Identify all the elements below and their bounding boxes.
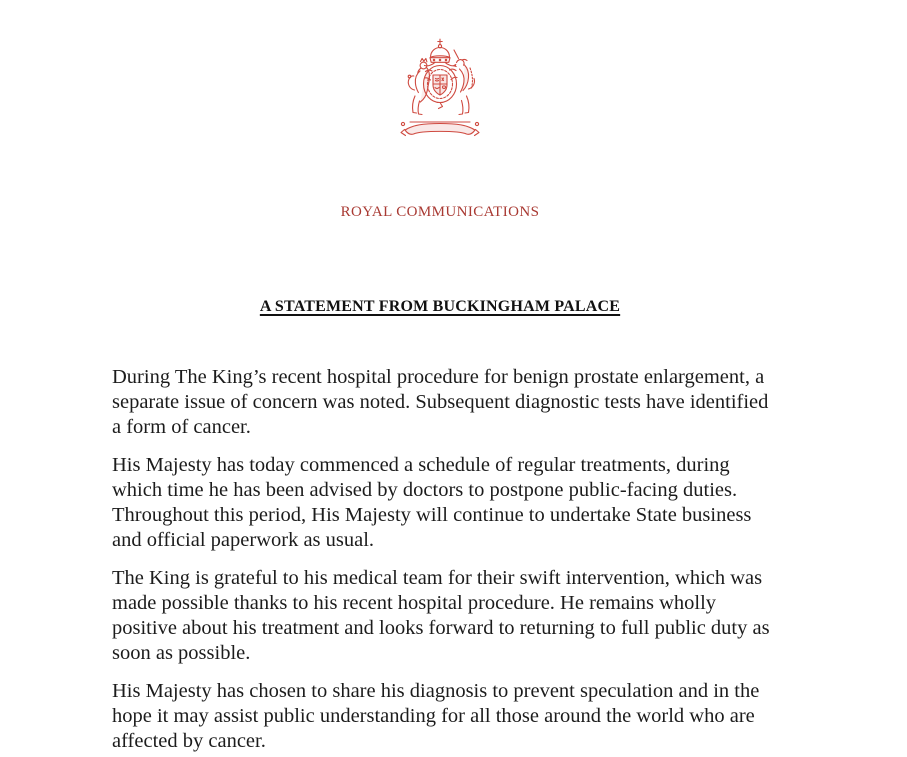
paragraph [112, 453, 768, 553]
statement-body [112, 365, 768, 754]
paragraph-line: a form of cancer. [112, 416, 251, 438]
statement-document [112, 0, 768, 757]
paragraph [112, 365, 768, 440]
paragraph-line: His Majesty has chosen to share his diagnosis to prevent speculation and in the [112, 680, 760, 702]
paragraph-line: hope it may assist public understanding for all those around the world who are [112, 705, 755, 727]
paragraph-line: Throughout this period, His Majesty will continue to undertake State business [112, 504, 752, 526]
paragraph-line: The King is grateful to his medical team for their swift intervention, which was [112, 567, 763, 589]
paragraph [112, 679, 768, 754]
paragraph-line: which time he has been advised by doctors to postpone public-facing duties. [112, 479, 738, 501]
paragraph-line: positive about his treatment and looks forward to returning to full public duty as [112, 617, 770, 639]
paragraph [112, 566, 768, 666]
royal-coat-of-arms-icon [390, 38, 490, 148]
paragraph-line: His Majesty has today commenced a schedule of regular treatments, during [112, 454, 730, 476]
statement-title: A STATEMENT FROM BUCKINGHAM PALACE [259, 298, 621, 315]
organization-name: ROYAL COMMUNICATIONS [340, 204, 540, 220]
paragraph-line: separate issue of concern was noted. Subsequent diagnostic tests have identified [112, 391, 769, 413]
paragraph-line: made possible thanks to his recent hospital procedure. He remains wholly [112, 592, 717, 614]
paragraph-line: During The King’s recent hospital procedure for benign prostate enlargement, a [112, 366, 765, 388]
paragraph-line: and official paperwork as usual. [112, 529, 375, 551]
paragraph-line: affected by cancer. [112, 730, 266, 752]
paragraph-line: soon as possible. [112, 642, 251, 664]
